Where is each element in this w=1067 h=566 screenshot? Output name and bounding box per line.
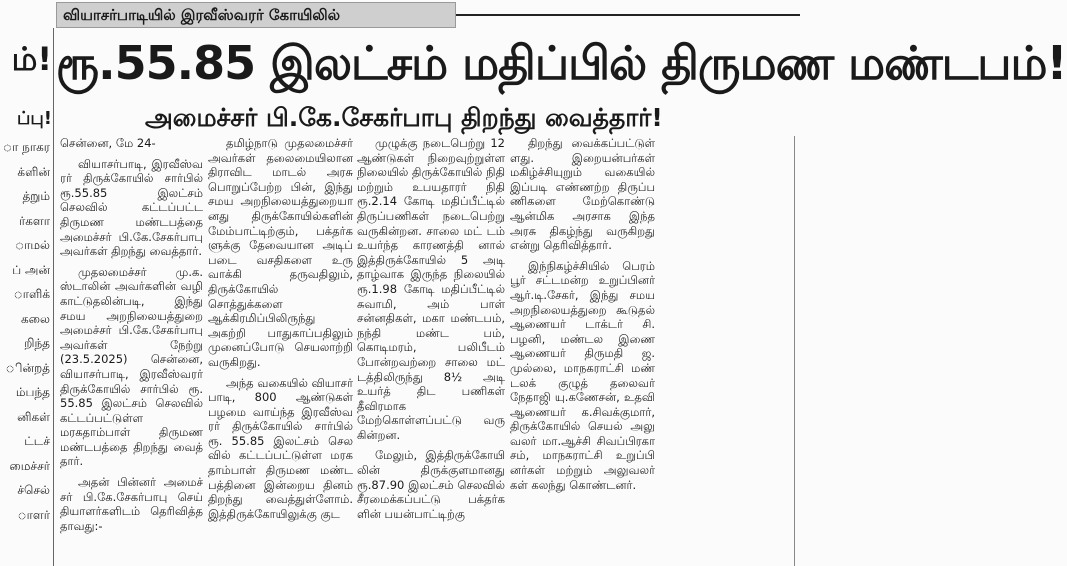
left-story-line: ம்பந்த xyxy=(15,385,50,399)
article-paragraph: சென்னை, மே 24- xyxy=(60,136,156,150)
left-adjacent-story xyxy=(0,28,52,566)
left-story-line: னிகள் xyxy=(17,409,50,424)
left-story-headline: ம்! xyxy=(11,40,52,78)
article-paragraph: வியாசர்பாடி, இரவீஸ்வ ரர் திருக்கோயில் சார்பில் ரூ.55.85 இலட்சம் செலவில் கட்டப்பட்ட திருமண மண்டபத்தை அமைச்சர் பி.கே.சேகர்பாபு அவர்கள் திறந்து வைத்தார். xyxy=(60,156,203,259)
article-paragraph: தமிழ்நாடு முதலமைச்சர் அவர்கள் தலைமையிலான திராவிட மாடல் அரசு பொறுப்பேற்ற பின், இந்து சமய அறநிலையத்துறையா னது திருக்கோயில்களின் மேம்பாட்டிற்கும், பக்தர்க ளுக்கு தேவையான அடிப் படை வசதிகளை உரு வாக்கி தருவதிலும், திருக்கோயில் சொத்துக்களை ஆக்கிரமிப்பிலிருந்து அகற்றி பாதுகாப்பதிலும் முனைப்போடு செயலாற்றி வருகிறது. xyxy=(208,136,353,369)
kicker-banner: வியாசர்பாடியில் இரவீஸ்வரர் கோயிலில் xyxy=(56,2,456,28)
article-paragraph: முதலமைச்சர் மு.க. ஸ்டாலின் அவர்களின் வழி காட்டுதலின்படி, இந்து சமய அறநிலையத்துறை அமைச்சர் பி.கே.சேகர்பாபு அவர்கள் நேற்று (23.5.2025) சென்னை, வியாசர்பாடி, இரவீஸ்வரர் திருக்கோயில் சார்பில் ரூ. 55.85 இலட்சம் செலவில் கட்டப்பட்டுள்ள மரகதாம்பாள் திருமண மண்டபத்தை திறந்து வைத் தார். xyxy=(60,264,203,469)
article-paragraph: அதன் பின்னர் அமைச் சர் பி.கே.சேகர்பாபு செய் தியாளர்களிடம் தெரிவித்த தாவது:- xyxy=(60,475,203,533)
left-story-line: ாளிக் xyxy=(13,287,50,301)
article-column-4 xyxy=(510,136,655,566)
article-paragraph: திறந்து வைக்கப்பட்டுள் ளது. இறையன்பர்கள் மகிழ்ச்சியுறும் வகையில் இப்படி எண்ணற்ற திருப்ப ணிகளை மேற்கொண்டு ஆன்மிக அரசாக இந்த அரசு திகழ்ந்து வருகிறது என்று தெரிவித்தார். xyxy=(510,136,655,253)
article-paragraph: அந்த வகையில் வியாசர் பாடி, 800 ஆண்டுகள் பழமை வாய்ந்த இரவீஸ்வ ரர் திருக்கோயில் சார்பில் ரூ. 55.85 இலட்சம் செல வில் கட்டப்பட்டுள்ள மரக தாம்பாள் திருமண மண்ட பத்தினை இன்றைய தினம் திறந்து வைத்துள்ளோம். இத்திருக்கோயிலுக்கு குட xyxy=(208,375,353,521)
headline: ரூ.55.85 இலட்சம் மதிப்பில் திருமண மண்டபம்! xyxy=(56,36,1067,90)
left-story-line: ட்டச் xyxy=(24,434,50,448)
left-story-line: ா நாகர xyxy=(2,140,50,154)
left-story-line: ின்றத் xyxy=(5,360,50,375)
right-column-rule xyxy=(794,136,795,566)
left-story-line: ாளர் xyxy=(17,507,50,522)
left-story-line: ாமல் xyxy=(14,238,50,252)
article-paragraph: மேலும், இத்திருக்கோயி லின் திருக்குளமானது ரூ.87.90 இலட்சம் செலவில் சீரமைக்கப்பட்டு பக்தர்க ளின் பயன்பாட்டிற்கு xyxy=(357,448,505,521)
article-column-3 xyxy=(357,136,505,566)
left-story-line: கலை xyxy=(21,311,50,326)
column-divider xyxy=(53,28,54,566)
article-column-2 xyxy=(208,136,353,566)
article-paragraph: இந்நிகழ்ச்சியில் பெரம் பூர் சட்டமன்ற உறுப்பினர் ஆர்.டி.சேகர், இந்து சமய அறநிலையத்துறை கூடுதல் ஆணையர் டாக்டர் சி. பழனி, மண்டல இணை ஆணையர் திருமதி ஜ. முல்லை, மாநகராட்சி மண் டலக் குழுத் தலைவர் நேதாஜி யு.கணேசன், உதவி ஆணையர் க.சிவக்குமார், திருக்கோயில் செயல் அலு வலர் மா.ஆச்சி சிவப்பிரகா சம், மாநகராட்சி உறுப்பி னர்கள் மற்றும் அலுவலர் கள் கலந்து கொண்டனர். xyxy=(510,258,655,492)
left-story-line: க்ளின் xyxy=(17,164,50,179)
kicker-rule xyxy=(456,14,800,16)
left-story-line: றிந்த xyxy=(24,336,50,350)
left-story-line: ச்செல் xyxy=(17,483,50,497)
left-story-line: ர்களா xyxy=(18,213,50,228)
left-story-line: த்றும் xyxy=(22,189,50,203)
left-story-line: மைச்சர் xyxy=(9,458,50,473)
subheadline: அமைச்சர் பி.கே.சேகர்பாபு திறந்து வைத்தார்! xyxy=(145,103,663,132)
left-story-line: ப் அன் xyxy=(12,262,50,277)
article-column-1 xyxy=(60,136,203,566)
article-paragraph: முழுக்கு நடைபெற்று 12 ஆண்டுகள் நிறைவுற்றுள்ள நிலையில் திருக்கோயில் நிதி மற்றும் உபயதாரர் நிதி ரூ.2.14 கோடி மதிப்பீட்டில் திருப்பணிகள் நடைபெற்று வருகின்றன. சாலை மட் டம் உயர்ந்த காரணத்தி னால் இத்திருக்கோயில் 5 அடி தாழ்வாக இருந்த நிலையில் ரூ.1.98 கோடி மதிப்பீட்டில் சுவாமி, அம் பாள் சன்னதிகள், மகா மண்டபம், நந்தி மண்ட பம், கொடிமரம், பலிபீடம் போன்றவற்றை சாலை மட் டத்திலிருந்து 8½ அடி உயர்த் திட பணிகள் தீவிரமாக மேற்கொள்ளப்பட்டு வரு கின்றன. xyxy=(357,136,505,442)
left-story-subhead: ப்பு! xyxy=(17,108,52,129)
